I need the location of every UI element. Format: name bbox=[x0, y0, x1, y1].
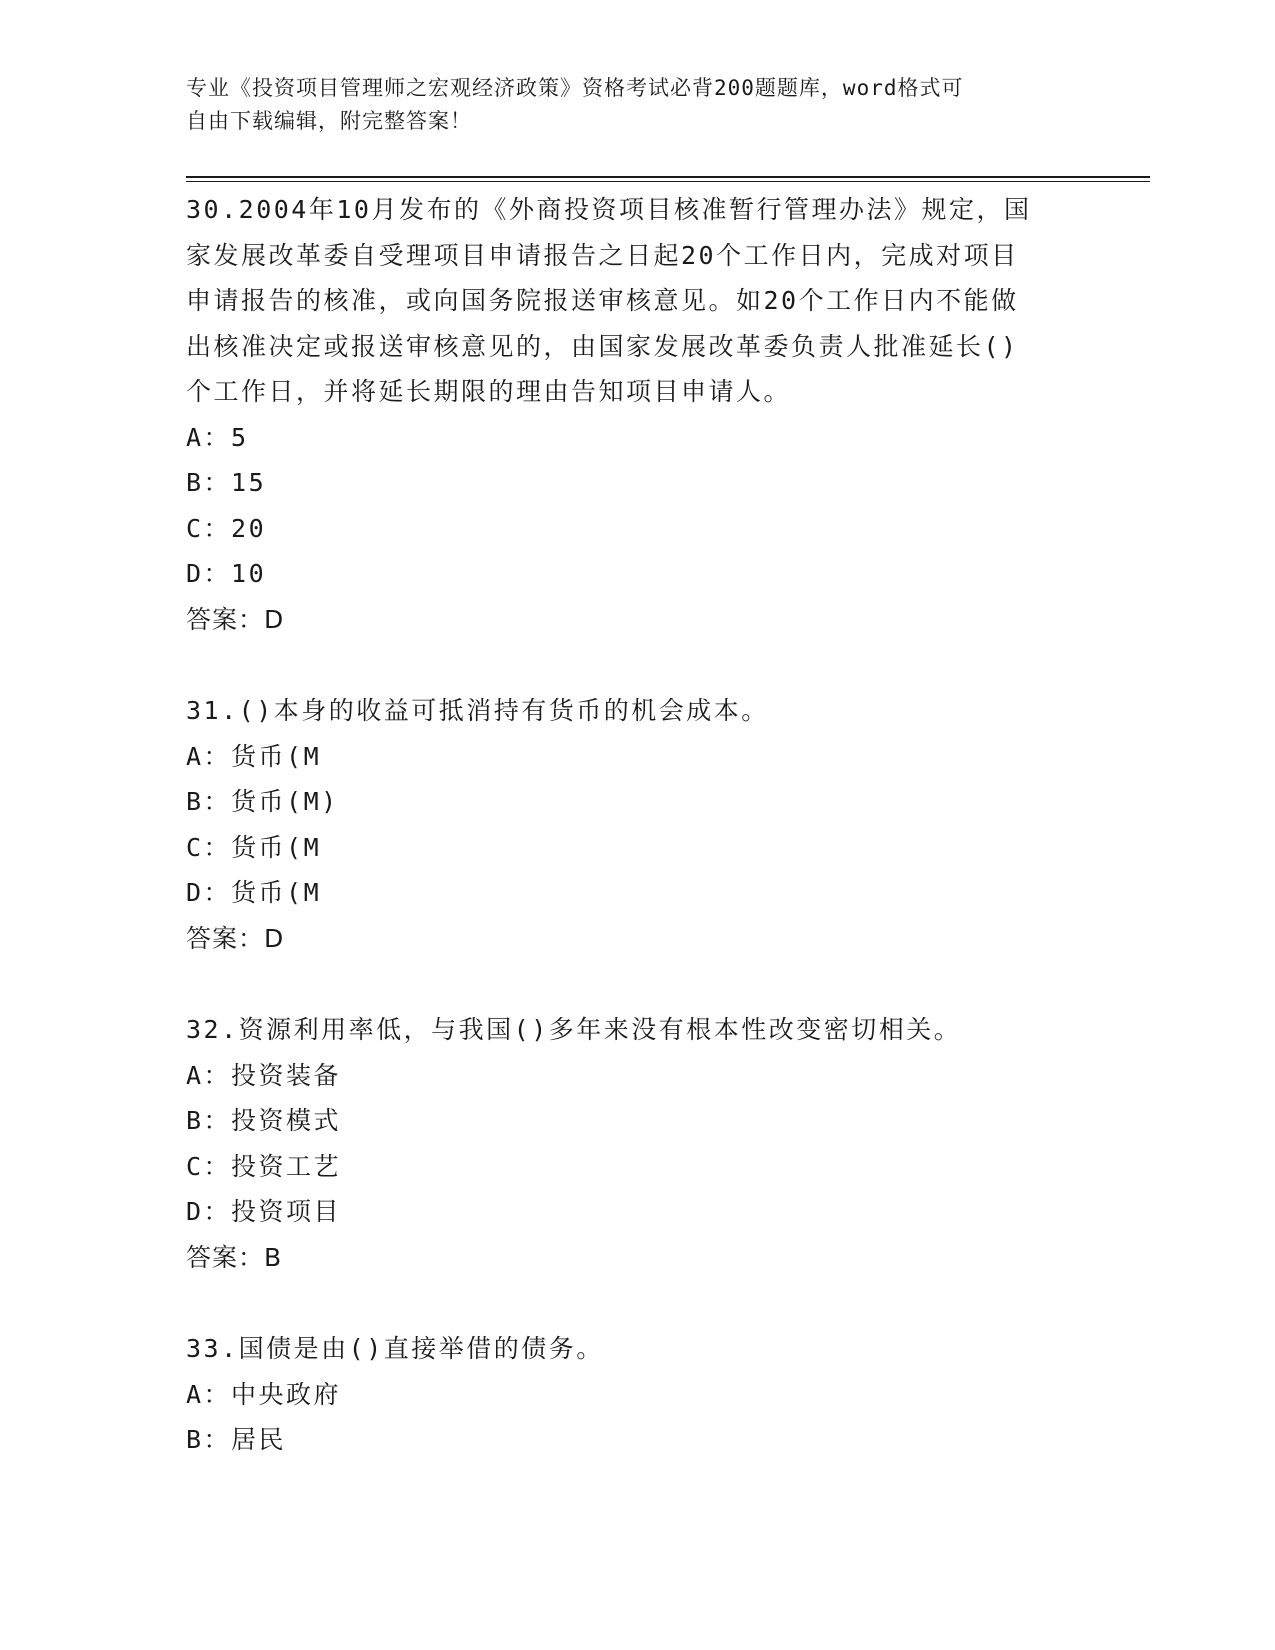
option-b: B：投资模式 bbox=[186, 1106, 342, 1135]
option-a: A：货币(M bbox=[186, 741, 322, 771]
option-a: A：投资装备 bbox=[186, 1060, 342, 1090]
question-stem-line: 31.()本身的收益可抵消持有货币的机会成本。 bbox=[186, 696, 769, 725]
question-item bbox=[186, 1326, 1086, 1463]
document-header bbox=[186, 72, 1066, 138]
question-stem bbox=[186, 1007, 1086, 1053]
answer-line: 答案：D bbox=[186, 604, 285, 634]
option-c: C：投资工艺 bbox=[186, 1151, 342, 1181]
header-line-1: 专业《投资项目管理师之宏观经济政策》资格考试必背200题题库，word格式可 bbox=[186, 76, 964, 100]
question-item bbox=[186, 688, 1086, 961]
option-d: D：货币(M bbox=[186, 878, 322, 907]
question-stem-line: 32.资源利用率低，与我国()多年来没有根本性改变密切相关。 bbox=[186, 1015, 962, 1044]
question-stem-line: 出核准决定或报送审核意见的，由国家发展改革委负责人批准延长() bbox=[186, 331, 1019, 361]
question-item bbox=[186, 1007, 1086, 1280]
option-c: C：货币(M bbox=[186, 832, 322, 862]
option-b: B：居民 bbox=[186, 1425, 287, 1454]
option-b: B：15 bbox=[186, 468, 267, 497]
question-list bbox=[186, 187, 1086, 1509]
option-d: D：投资项目 bbox=[186, 1197, 342, 1226]
header-divider-thick bbox=[186, 176, 1150, 178]
header-divider-thin bbox=[186, 181, 1150, 182]
option-a: A：中央政府 bbox=[186, 1379, 342, 1409]
option-a: A：5 bbox=[186, 422, 249, 452]
question-stem-line: 个工作日，并将延长期限的理由告知项目申请人。 bbox=[186, 377, 792, 406]
question-stem-line: 申请报告的核准，或向国务院报送审核意见。如20个工作日内不能做 bbox=[186, 286, 1019, 315]
option-b: B：货币(M) bbox=[186, 787, 339, 816]
question-stem-line: 家发展改革委自受理项目申请报告之日起20个工作日内，完成对项目 bbox=[186, 240, 1019, 270]
answer-line: 答案：B bbox=[186, 1242, 283, 1272]
option-d: D：10 bbox=[186, 559, 267, 588]
question-item bbox=[186, 187, 1086, 642]
answer-line: 答案：D bbox=[186, 923, 285, 953]
question-stem bbox=[186, 187, 1086, 415]
question-stem-line: 33.国债是由()直接举借的债务。 bbox=[186, 1334, 604, 1363]
option-c: C：20 bbox=[186, 513, 267, 543]
question-stem bbox=[186, 688, 1086, 734]
header-line-2: 自由下载编辑，附完整答案！ bbox=[186, 109, 472, 133]
question-stem-line: 30.2004年10月发布的《外商投资项目核准暂行管理办法》规定，国 bbox=[186, 195, 1032, 224]
question-stem bbox=[186, 1326, 1086, 1372]
